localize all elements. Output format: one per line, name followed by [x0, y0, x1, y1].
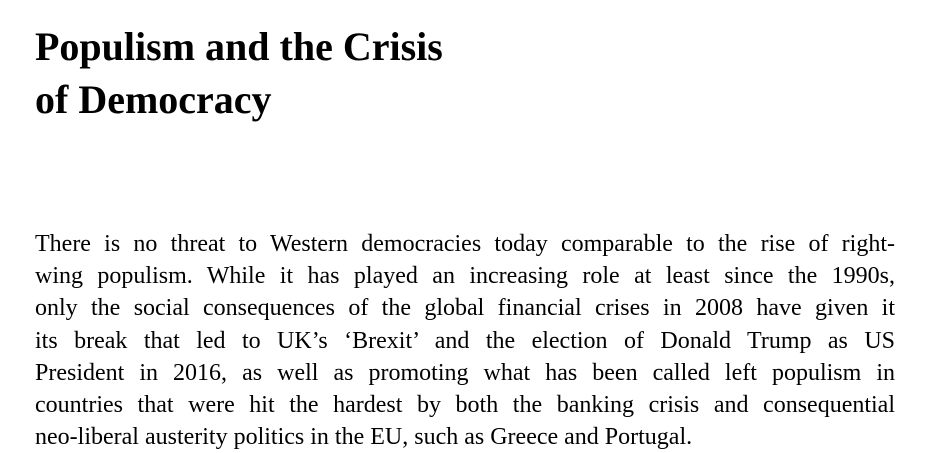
paragraph-line: countries that were hit the hardest by both the banking crisis and consequential: [35, 392, 895, 419]
chapter-title-line-1: Populism and the Crisis: [35, 24, 443, 69]
paragraph-line: its break that led to UK’s ‘Brexit’ and the election of Donald Trump as US: [35, 327, 895, 354]
chapter-title: [35, 20, 443, 126]
paragraph-line: President in 2016, as well as promoting what has been called left populism in: [35, 359, 895, 386]
chapter-title-line-2: of Democracy: [35, 77, 272, 122]
body-paragraph: [35, 228, 895, 453]
paragraph-line: neo-liberal austerity politics in the EU, such as Greece and Portugal.: [35, 424, 693, 451]
paragraph-line: wing populism. While it has played an increasing role at least since the 1990s,: [35, 263, 895, 290]
paragraph-line: There is no threat to Western democracies today comparable to the rise of right-: [35, 231, 895, 257]
paragraph-line: only the social consequences of the global financial crises in 2008 have given it: [35, 295, 895, 322]
